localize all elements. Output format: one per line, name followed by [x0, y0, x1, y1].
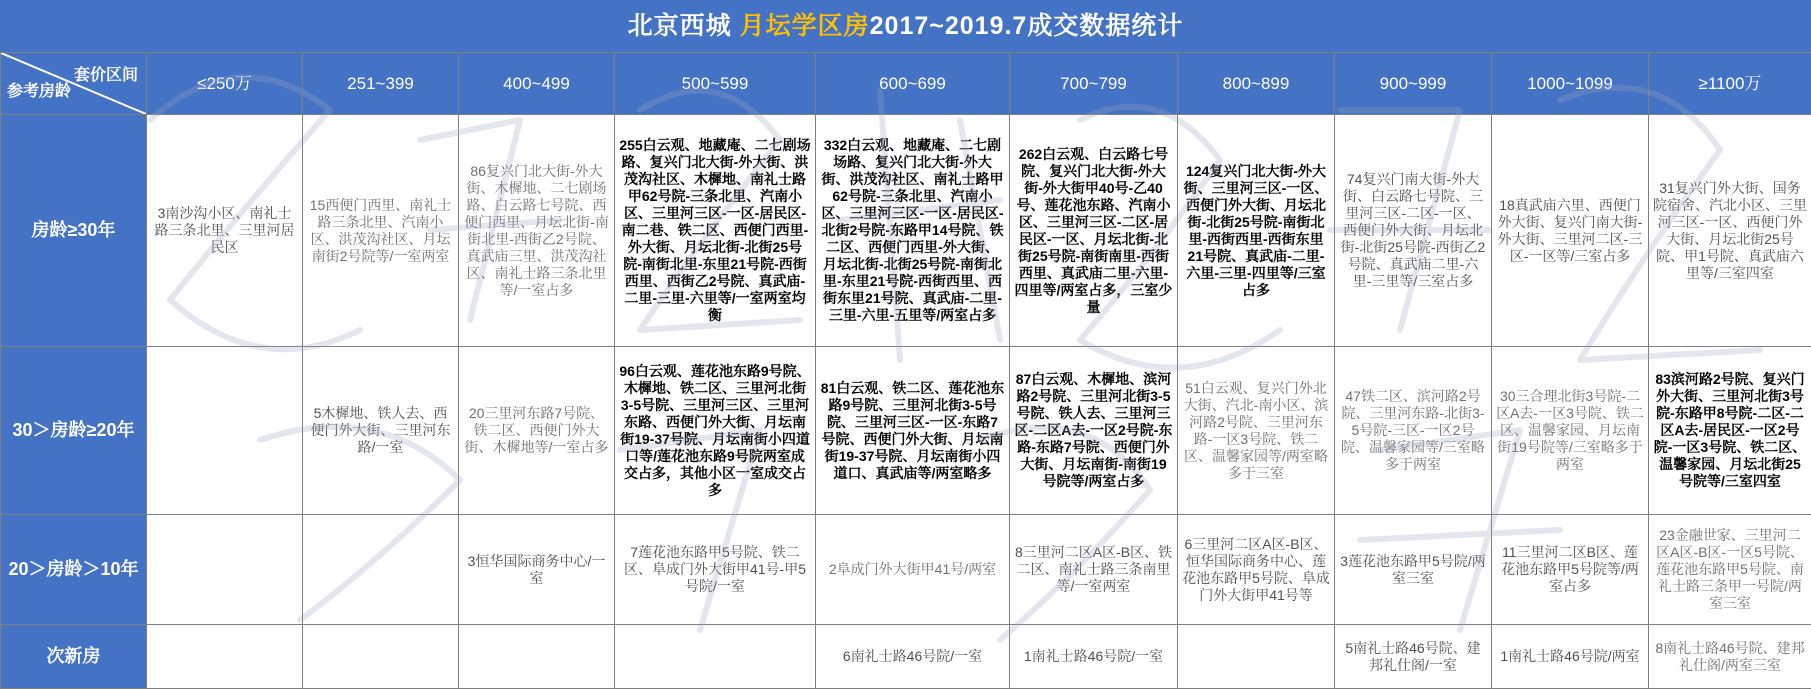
title-suffix: 2017~2019.7成交数据统计 [870, 12, 1184, 40]
table-cell: 15西便门西里、南礼士路三条北里、汽南小区、洪茂沟社区、月坛南街2号院等/一室两室 [303, 115, 459, 347]
table-cell: 20三里河东路7号院、铁二区、西便门外大街、木樨地等/一室占多 [459, 347, 615, 515]
table-cell: 6三里河二区A区-B区、恒华国际商务中心、莲花池东路甲5号院、阜成门外大街甲41号等 [1178, 515, 1335, 625]
table-cell: 1南礼士路46号院/两室 [1492, 625, 1649, 689]
table-cell: 255白云观、地藏庵、二七剧场路、复兴门北大街-外大街、洪茂沟社区、木樨地、南礼士路甲62号院-三条北里、汽南小区、三里河三区-一区-居民区-南二巷、铁二区、西便门西里-外大街、月坛北街-北街25号院-南街北里-东里21号院-西街西里、西街乙2号院、真武庙-二里-三里-六里等/一室两室均衡 [615, 115, 816, 347]
table-cell: 262白云观、白云路七号院、复兴门北大街-外大街-外大街甲40号-乙40号、莲花池东路、汽南小区、三里河三区-二区-居民区-一区、月坛北街-北街25号院-南街南里-西街西里、真武庙二里-六里-四里等/两室占多，三室少量 [1010, 115, 1178, 347]
table-cell: 332白云观、地藏庵、二七剧场路、复兴门北大街-外大街、洪茂沟社区、南礼士路甲62号院-三条北里、汽南小区、三里河三区-一区-居民区-北街2号院-东路甲14号院、铁二区、西便门西里-外大街、月坛北街-北街25号院-南街北里-东里21号院-西街西里、西街东里21号院、真武庙-二里-三里-六里-五里等/两室占多 [816, 115, 1010, 347]
price-range-header: 700~799 [1010, 53, 1178, 115]
age-row-header: 20＞房龄＞10年 [1, 515, 147, 625]
price-range-header: 400~499 [459, 53, 615, 115]
table-cell: 6南礼士路46号院/一室 [816, 625, 1010, 689]
corner-price-label: 套价区间 [74, 67, 138, 84]
table-cell: 47铁二区、滨河路2号院、三里河东路-北街3-5号院-三区-一区2号院、温馨家园等/三室略多于两室 [1335, 347, 1492, 515]
table-cell: 74复兴门南大街-外大街、白云路七号院、三里河三区-二区-一区、西便门外大街、月坛北街-北街25号院-西街乙2号院、真武庙二里-六里-三里等/三室占多 [1335, 115, 1492, 347]
price-range-header: 800~899 [1178, 53, 1335, 115]
table-cell: 3南沙沟小区、南礼士路三条北里、三里河居民区 [147, 115, 303, 347]
table-cell [1178, 625, 1335, 689]
title-highlight: 月坛学区房 [740, 12, 870, 40]
table-cell [303, 515, 459, 625]
price-range-header: ≤250万 [147, 53, 303, 115]
table-cell: 23金融世家、三里河二区A区-B区-一区5号院、莲花池东路甲5号院、南礼士路三条甲一号院/两室三室 [1649, 515, 1811, 625]
table-row [1, 115, 1811, 347]
table-cell: 1南礼士路46号院/一室 [1010, 625, 1178, 689]
table-cell: 81白云观、铁二区、莲花池东路9号院、三里河北街3-5号院、三里河三区-一区-东路7号院、西便门外大街、月坛南街19-37号院、月坛南街小四道口、真武庙等/两室略多 [816, 347, 1010, 515]
table-cell: 31复兴门外大街、国务院宿舍、汽北小区、三里河三区-一区、西便门外大街、月坛北街25号院、甲1号院、真武庙六里等/三室四室 [1649, 115, 1811, 347]
price-range-header: ≥1100万 [1649, 53, 1811, 115]
table-cell: 86复兴门北大街-外大街、木樨地、二七剧场路、白云路七号院、西便门西里、月坛北街-南街北里-西街乙2号院、真武庙三里、洪茂沟社区、南礼士路三条北里等/一室占多 [459, 115, 615, 347]
table-cell: 30三合理北街3号院-二区A去-一区3号院、铁二区、温馨家园、月坛南街19号院等/三室略多于两室 [1492, 347, 1649, 515]
table-cell: 124复兴门北大街-外大街、三里河三区-一区、西便门外大街、月坛北街-北街25号院-南街北里-西街西里-西街东里21号院、真武庙-二里-六里-三里-四里等/三室占多 [1178, 115, 1335, 347]
price-range-header: 500~599 [615, 53, 816, 115]
age-row-header: 次新房 [1, 625, 147, 689]
table-cell: 83滨河路2号院、复兴门外大街、三里河北街3号院-东路甲8号院-二区-二区A去-居民区-一区2号院-一区3号院、铁二区、温馨家园、月坛北街25号院等/三室四室 [1649, 347, 1811, 515]
table-cell: 5南礼士路46号院、建邦礼仕阁/一室 [1335, 625, 1492, 689]
table-cell: 8三里河二区A区-B区、铁二区、南礼士路三条南里等/一室两室 [1010, 515, 1178, 625]
price-range-header: 900~999 [1335, 53, 1492, 115]
header-row [1, 53, 1811, 115]
price-range-header: 251~399 [303, 53, 459, 115]
table-title [0, 0, 1811, 52]
price-range-header: 600~699 [816, 53, 1010, 115]
price-age-table [0, 52, 1811, 689]
table-cell [459, 625, 615, 689]
table-cell: 3莲花池东路甲5号院/两室三室 [1335, 515, 1492, 625]
table-cell: 5木樨地、铁人去、西便门外大街、三里河东路/一室 [303, 347, 459, 515]
table-cell: 11三里河二区B区、莲花池东路甲5号院等/两室占多 [1492, 515, 1649, 625]
table-cell [147, 515, 303, 625]
table-cell: 7莲花池东路甲5号院、铁二区、阜成门外大街甲41号-甲5号院/一室 [615, 515, 816, 625]
table-cell: 51白云观、复兴门外北大街、汽北-南小区、滨河路2号院、三里河东路-一区3号院、铁二区、温馨家园等/两室略多于三室 [1178, 347, 1335, 515]
table-cell [615, 625, 816, 689]
table-cell: 87白云观、木樨地、滨河路2号院、三里河北街3-5号院、铁人去、三里河三区-二区A去-一区2号院-东路-东路7号院、西便门外大街、月坛南街-南街19号院等/两室占多 [1010, 347, 1178, 515]
table-row [1, 347, 1811, 515]
table-row [1, 515, 1811, 625]
table-cell [147, 625, 303, 689]
corner-age-label: 参考房龄 [7, 83, 71, 100]
price-range-header: 1000~1099 [1492, 53, 1649, 115]
corner-header [1, 53, 147, 115]
table-cell: 8南礼士路46号院、建邦礼仕阁/两室三室 [1649, 625, 1811, 689]
table-cell: 18真武庙六里、西便门外大街、复兴门南大街-外大街、三里河二区-三区-一区等/三室占多 [1492, 115, 1649, 347]
table-row [1, 625, 1811, 689]
table-cell [147, 347, 303, 515]
age-row-header: 30＞房龄≥20年 [1, 347, 147, 515]
table-cell: 96白云观、莲花池东路9号院、木樨地、铁二区、三里河北街3-5号院、三里河三区、三里河东路、西便门外大街、月坛南街19-37号院、月坛南街小四道口等/莲花池东路9号院两室成交占多，其他小区一室成交占多 [615, 347, 816, 515]
table-cell [303, 625, 459, 689]
age-row-header: 房龄≥30年 [1, 115, 147, 347]
table-cell: 3恒华国际商务中心/一室 [459, 515, 615, 625]
title-prefix: 北京西城 [628, 12, 732, 40]
table-cell: 2阜成门外大街甲41号/两室 [816, 515, 1010, 625]
